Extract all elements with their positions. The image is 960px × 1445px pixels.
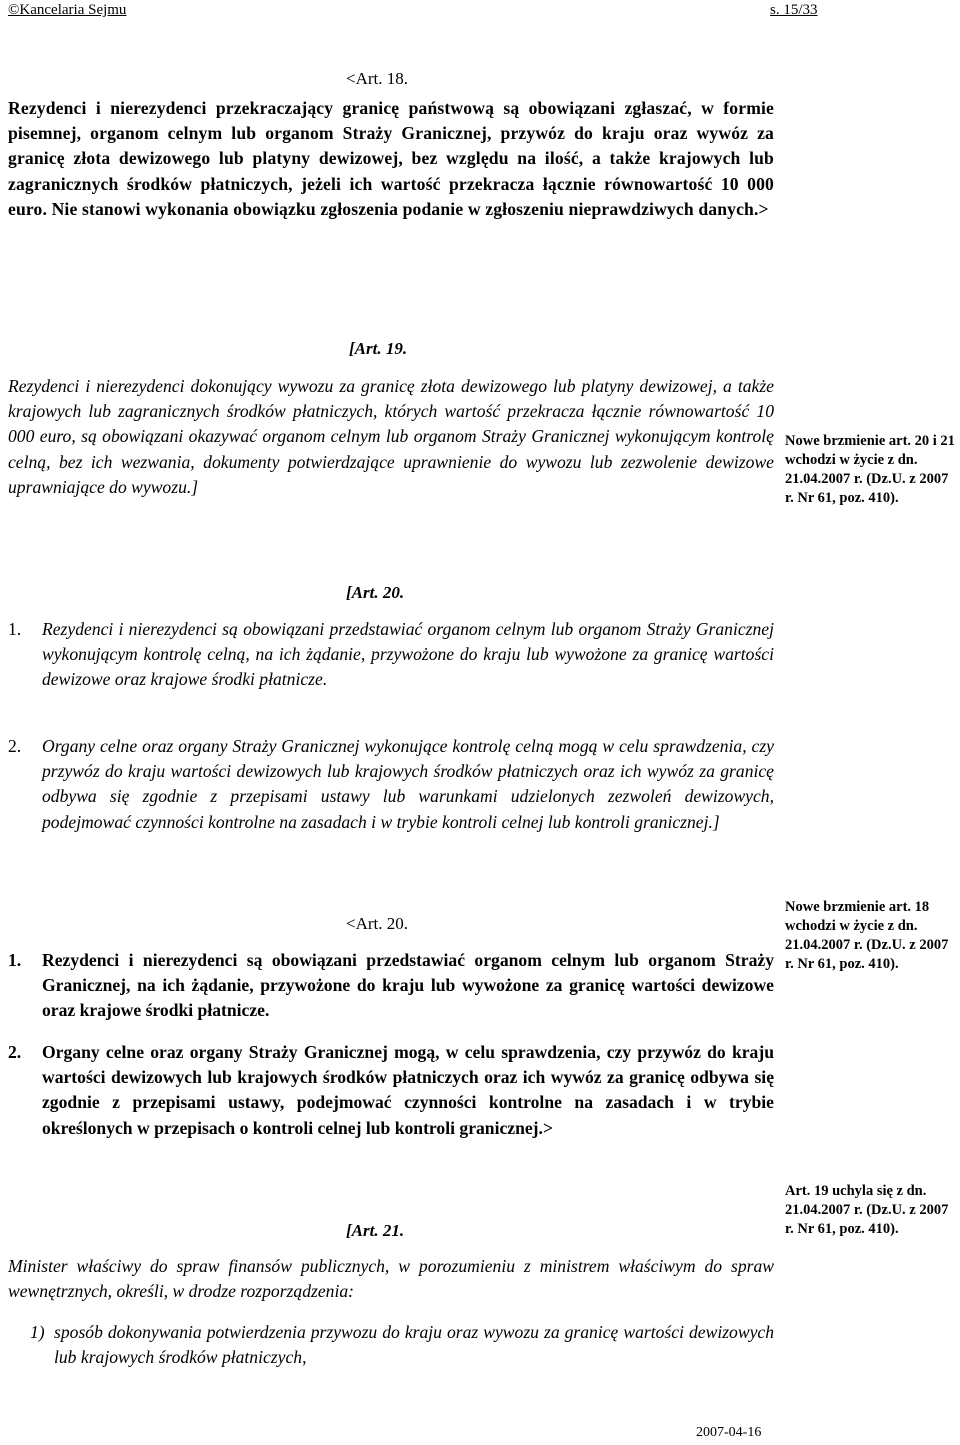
art20-old-par2 bbox=[8, 734, 774, 835]
art20-new-heading: <Art. 20. bbox=[346, 914, 408, 933]
art18-heading: <Art. 18. bbox=[346, 69, 408, 88]
art20-old-heading: [Art. 20. bbox=[346, 583, 405, 602]
art18-text: Rezydenci i nierezydenci przekraczający granicę państwową są obowiązani zgłaszać, w formie pisemnej, organom celnym lub organom Straży Granicznej, przywóz do kraju oraz wywóz za granicę złota dewizowego lub platyny dewizowej, bez względu na ilość, a także krajowych lub zagranicznych środków płatniczych, jeżeli ich wartość przekracza łącznie równowartość 10 000 euro. Nie stanowi wykonania obowiązku zgłoszenia podanie w zgłoszeniu nieprawdziwych danych.> bbox=[8, 98, 774, 219]
art20-old-par2-text: Organy celne oraz organy Straży Granicznej wykonujące kontrolę celną mogą w celu sprawdzenia, czy przywóz do kraju wartości dewizowych lub krajowych środków płatniczych oraz ich wywóz za granicę odbywa się zgodnie z przepisami ustawy lub warunkami udzielonych zezwoleń dewizowych, podejmować czynności kontrolne na zasadach i w trybie kontroli celnej lub kontroli granicznej.] bbox=[42, 736, 774, 832]
side-note-art19: Art. 19 uchyla się z dn. 21.04.2007 r. (Dz.U. z 2007 r. Nr 61, poz. 410). bbox=[785, 1183, 949, 1237]
art20-new-par1-text: Rezydenci i nierezydenci są obowiązani przedstawiać organom celnym lub organom Straży Granicznej, na ich żądanie, przywożone do kraju lub wywożone za granicę wartości dewizowe oraz krajowe środki płatnicze. bbox=[42, 950, 774, 1021]
art21-item1-num: 1) bbox=[30, 1322, 45, 1342]
art20-new-par1-num: 1. bbox=[8, 950, 22, 970]
art19-text: Rezydenci i nierezydenci dokonujący wywozu za granicę złota dewizowego lub platyny dewizowej, a także krajowych lub zagranicznych środków płatniczych, których wartość przekracza łącznie równowartość 10 000 euro, są obowiązani okazywać organom celnym lub organom Straży Granicznej wykonującym kontrolę celną, bez ich wezwania, dokumenty potwierdzające uprawnienie do wywozu lub zezwolenie dewizowe uprawniające do wywozu.] bbox=[8, 376, 774, 497]
art20-old-par1-num: 1. bbox=[8, 619, 22, 639]
art20-new-par2-text: Organy celne oraz organy Straży Granicznej mogą, w celu sprawdzenia, czy przywóz do kraju wartości dewizowych lub krajowych środków płatniczych oraz ich wywóz za granicę odbywa się zgodnie z przepisami ustawy, podejmować czynności kontrolne na zasadach i w trybie określonych w przepisach o kontroli celnej lub kontroli granicznej.> bbox=[42, 1042, 774, 1138]
art20-old-par1 bbox=[8, 617, 774, 693]
art20-old-par2-num: 2. bbox=[8, 736, 22, 756]
header-page-number: s. 15/33 bbox=[770, 2, 818, 18]
art20-old-par1-text: Rezydenci i nierezydenci są obowiązani przedstawiać organom celnym lub organom Straży Granicznej wykonującym kontrolę celną, na ich żądanie, przywożone do kraju lub wywożone za granicę wartości dewizowe oraz krajowe środki płatnicze. bbox=[42, 619, 774, 690]
art20-new-par1 bbox=[8, 948, 774, 1024]
side-note-art20-21: Nowe brzmienie art. 20 i 21 wchodzi w życie z dn. 21.04.2007 r. (Dz.U. z 2007 r. Nr 61, poz. 410). bbox=[785, 433, 955, 506]
art21-heading: [Art. 21. bbox=[346, 1221, 405, 1240]
footer-date: 2007-04-16 bbox=[696, 1425, 762, 1440]
header-copyright: ©Kancelaria Sejmu bbox=[8, 2, 127, 18]
side-note-art18: Nowe brzmienie art. 18 wchodzi w życie z dn. 21.04.2007 r. (Dz.U. z 2007 r. Nr 61, poz. 410). bbox=[785, 899, 949, 972]
art19-heading: [Art. 19. bbox=[349, 339, 408, 358]
art21-intro: Minister właściwy do spraw finansów publicznych, w porozumieniu z ministrem właściwym do spraw wewnętrznych, określi, w drodze rozporządzenia: bbox=[8, 1256, 774, 1302]
art21-item1 bbox=[30, 1320, 774, 1370]
art21-item1-text: sposób dokonywania potwierdzenia przywozu do kraju oraz wywozu za granicę wartości dewizowych lub krajowych środków płatniczych, bbox=[54, 1322, 774, 1368]
art20-new-par2 bbox=[8, 1040, 774, 1141]
art20-new-par2-num: 2. bbox=[8, 1042, 22, 1062]
